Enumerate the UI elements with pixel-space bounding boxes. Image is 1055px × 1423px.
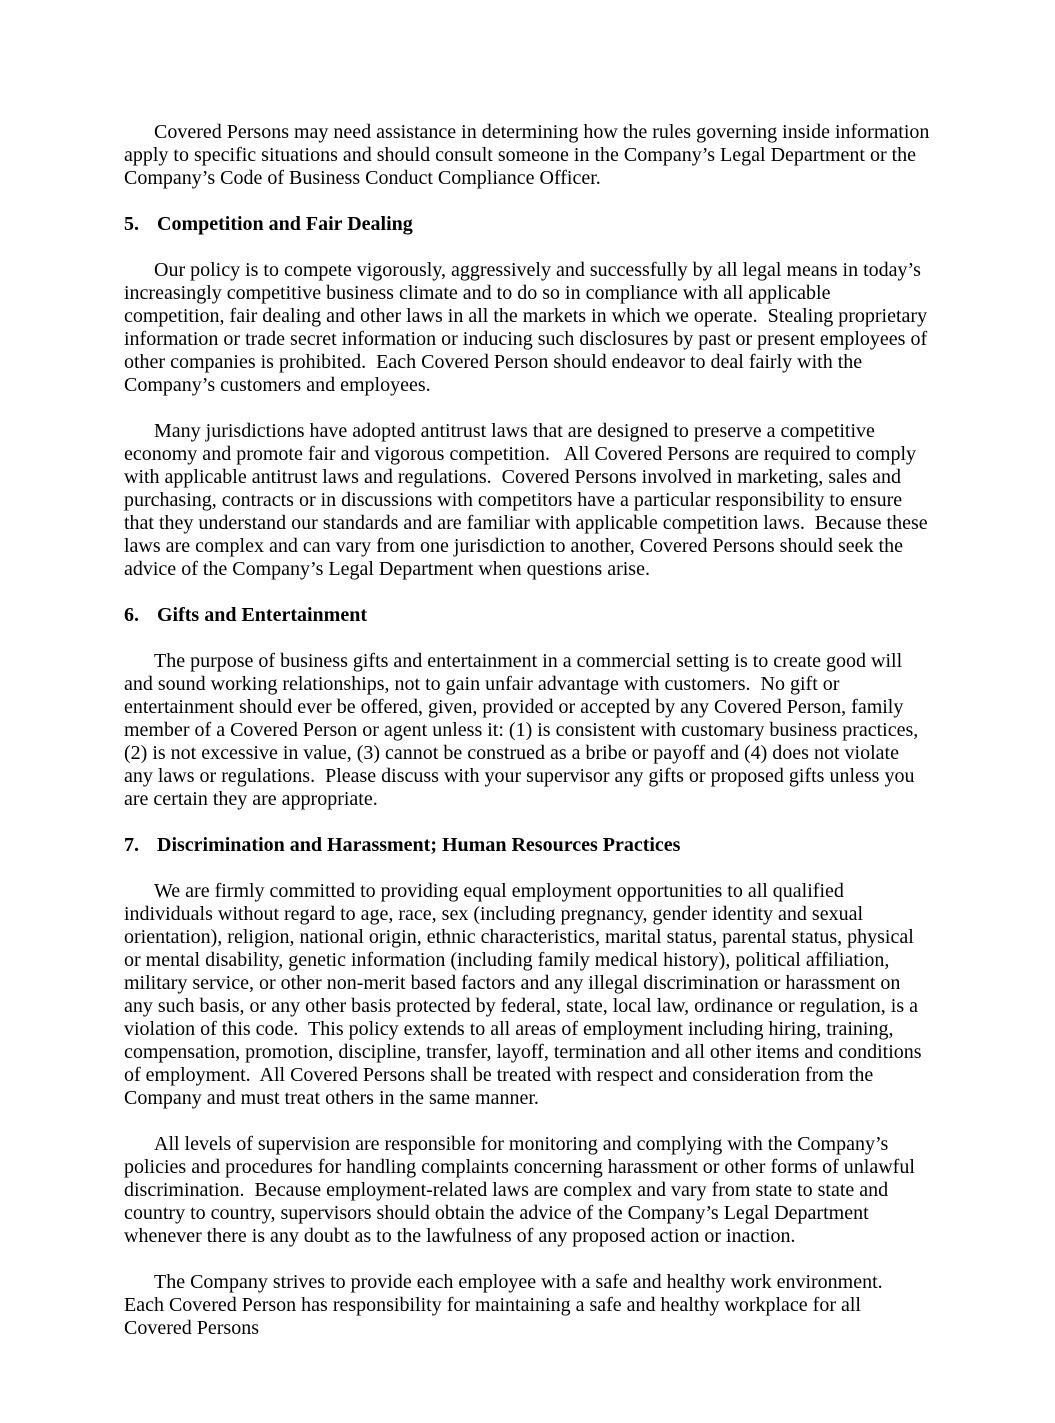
section-title: Gifts and Entertainment bbox=[157, 604, 367, 626]
section-title: Competition and Fair Dealing bbox=[157, 213, 413, 235]
section-heading bbox=[124, 213, 931, 236]
section-title: Discrimination and Harassment; Human Resources Practices bbox=[157, 834, 681, 856]
section-number: 5. bbox=[124, 213, 139, 235]
document-body bbox=[124, 121, 935, 1340]
paragraph: The purpose of business gifts and entertainment in a commercial setting is to create good will and sound working relationships, not to gain unfair advantage with customers. No gift or entertainment should ever be offered, given, provided or accepted by any Covered Person, family member of a Covered Person or agent unless it: (1) is consistent with customary business practices, (2) is not excessive in value, (3) cannot be construed as a bribe or payoff and (4) does not violate any laws or regulations. Please discuss with your supervisor any gifts or proposed gifts unless you are certain they are appropriate. bbox=[124, 650, 924, 810]
paragraph: Covered Persons may need assistance in determining how the rules governing inside information apply to specific situations and should consult someone in the Company’s Legal Department or the Company’s Code of Business Conduct Compliance Officer. bbox=[124, 121, 935, 189]
section-number: 6. bbox=[124, 604, 139, 626]
paragraph: We are firmly committed to providing equal employment opportunities to all qualified individuals without regard to age, race, sex (including pregnancy, gender identity and sexual orientation), religion, national origin, ethnic characteristics, marital status, parental status, physical or mental disability, genetic information (including family medical history), political affiliation, military service, or other non-merit based factors and any illegal discrimination or harassment on any such basis, or any other basis protected by federal, state, local law, ordinance or regulation, is a violation of this code. This policy extends to all areas of employment including hiring, training, compensation, promotion, discipline, transfer, layoff, termination and all other items and conditions of employment. All Covered Persons shall be treated with respect and consideration from the Company and must treat others in the same manner. bbox=[124, 880, 927, 1109]
paragraph: Our policy is to compete vigorously, aggressively and successfully by all legal means in today’s increasingly competitive business climate and to do so in compliance with all applicable competition, fair dealing and other laws in all the markets in which we operate. Stealing proprietary information or trade secret information or inducing such disclosures by past or present employees of other companies is prohibited. Each Covered Person should endeavor to deal fairly with the Company’s customers and employees. bbox=[124, 259, 933, 396]
paragraph: Many jurisdictions have adopted antitrust laws that are designed to preserve a competitive economy and promote fair and vigorous competition. All Covered Persons are required to comply with applicable antitrust laws and regulations. Covered Persons involved in marketing, sales and purchasing, contracts or in discussions with competitors have a particular responsibility to ensure that they understand our standards and are familiar with applicable competition laws. Because these laws are complex and can vary from one jurisdiction to another, Covered Persons should seek the advice of the Company’s Legal Department when questions arise. bbox=[124, 420, 933, 580]
section-number: 7. bbox=[124, 834, 139, 856]
section-heading bbox=[124, 834, 931, 857]
paragraph: The Company strives to provide each employee with a safe and healthy work environment. Each Covered Person has responsibility for maintaining a safe and healthy workplace for all Covered Persons bbox=[124, 1271, 893, 1339]
section-heading bbox=[124, 604, 931, 627]
paragraph: All levels of supervision are responsible for monitoring and complying with the Company’s policies and procedures for handling complaints concerning harassment or other forms of unlawful discrimination. Because employment-related laws are complex and vary from state to state and country to country, supervisors should obtain the advice of the Company’s Legal Department whenever there is any doubt as to the lawfulness of any proposed action or inaction. bbox=[124, 1133, 920, 1247]
